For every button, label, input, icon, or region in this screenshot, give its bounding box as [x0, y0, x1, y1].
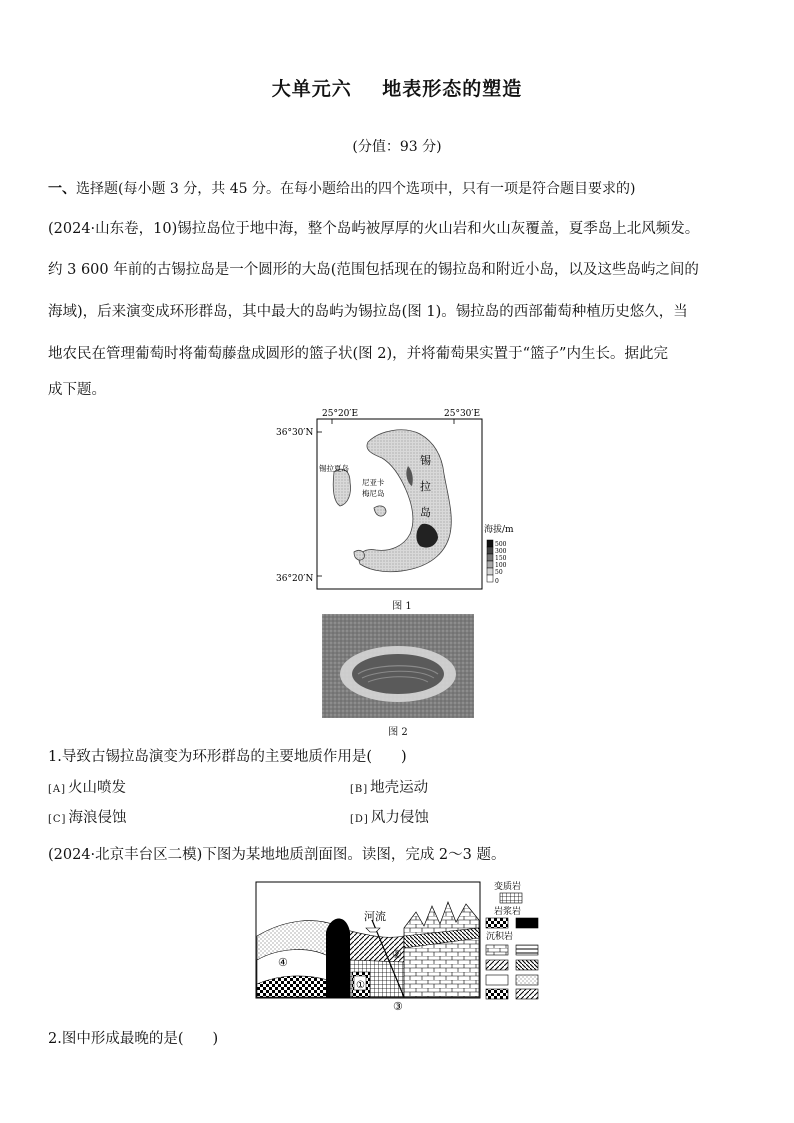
figure3-cross-section	[254, 876, 544, 1014]
lat-bottom-label: 36°20′N	[276, 574, 314, 584]
num-2-label: ②	[392, 948, 402, 961]
title-part-1: 大单元六	[271, 78, 352, 100]
option-text: 地壳运动	[370, 780, 429, 796]
label-main-3: 岛	[420, 506, 431, 519]
legend-value: 150	[495, 555, 507, 562]
legend-value: 500	[495, 541, 507, 548]
legend-magmatic: 岩浆岩	[494, 907, 522, 917]
question-1-stem: 1.导致古锡拉岛演变为环形群岛的主要地质作用是( )	[48, 749, 407, 765]
river-label: 河流	[364, 910, 386, 923]
title-part-2: 地表形态的塑造	[382, 78, 523, 100]
passage-line: 成下题。	[48, 382, 106, 398]
vine-basket-inside	[352, 654, 444, 694]
option-key: [C]	[48, 814, 67, 825]
legend-title: 海拔/m	[484, 525, 514, 535]
legend-metamorphic: 变质岩	[494, 882, 522, 892]
option-b[interactable]	[350, 776, 428, 797]
lon-right-label: 25°30′E	[444, 409, 481, 419]
figure1-map	[272, 404, 518, 594]
legend-value: 300	[495, 548, 507, 555]
lat-top-label: 36°30′N	[276, 428, 314, 438]
passage-line: 海域)，后来演变成环形群岛，其中最大的岛屿为锡拉岛(图 1)。锡拉岛的西部葡萄种植历史悠久，当	[48, 304, 688, 320]
section-header	[48, 178, 635, 198]
option-d[interactable]	[350, 806, 429, 827]
passage-line: 约 3 600 年前的古锡拉岛是一个圆形的大岛(范围包括现在的锡拉岛和附近小岛，以及这些岛屿之间的	[48, 262, 699, 278]
label-main-2: 拉	[420, 480, 431, 493]
num-1-label: ①	[356, 980, 365, 991]
legend-sedimentary: 沉积岩	[486, 932, 514, 942]
option-key: [B]	[350, 784, 369, 795]
num-4-label: ④	[278, 956, 288, 969]
label-center-2: 梅尼岛	[362, 489, 385, 498]
label-main-1: 锡	[420, 454, 431, 467]
elevation-legend	[487, 540, 507, 585]
score-line: (分值：93 分)	[352, 139, 442, 155]
option-a[interactable]	[48, 776, 126, 797]
option-c[interactable]	[48, 806, 126, 827]
option-text: 海浪侵蚀	[68, 810, 127, 826]
question-2-stem: 2.图中形成最晚的是( )	[48, 1031, 219, 1047]
section-text: 选择题(每小题 3 分，共 45 分。在每小题给出的四个选项中，只有一项是符合题目要求的)	[76, 181, 636, 197]
legend-value: 0	[495, 578, 499, 585]
magma-intrusion	[326, 918, 350, 998]
option-text: 火山喷发	[68, 780, 127, 796]
legend-value: 50	[495, 569, 503, 576]
lon-left-label: 25°20′E	[322, 409, 359, 419]
figure2-caption: 图 2	[388, 727, 408, 738]
option-key: [D]	[350, 814, 369, 825]
figure1-caption: 图 1	[392, 601, 412, 612]
section-label: 一、	[48, 181, 76, 197]
legend-value: 100	[495, 562, 507, 569]
passage-line: (2024·山东卷，10)锡拉岛位于地中海，整个岛屿被厚厚的火山岩和火山灰覆盖，夏季岛上北风频发。	[48, 221, 700, 237]
label-small-island: 锡拉夏岛	[319, 464, 349, 473]
option-text: 风力侵蚀	[370, 810, 429, 826]
passage-line: 地农民在管理葡萄时将葡萄藤盘成圆形的篮子状(图 2)，并将葡萄果实置于“篮子”内生长。据此完	[48, 346, 668, 362]
rock-legend	[486, 880, 538, 999]
figure2-photo	[322, 614, 474, 718]
page-title	[0, 74, 794, 101]
num-3-label: ③	[393, 1000, 403, 1013]
label-center-1: 尼亚卡	[362, 478, 385, 487]
passage-2: (2024·北京丰台区二模)下图为某地地质剖面图。读图，完成 2～3 题。	[48, 847, 506, 863]
option-key: [A]	[48, 784, 67, 795]
